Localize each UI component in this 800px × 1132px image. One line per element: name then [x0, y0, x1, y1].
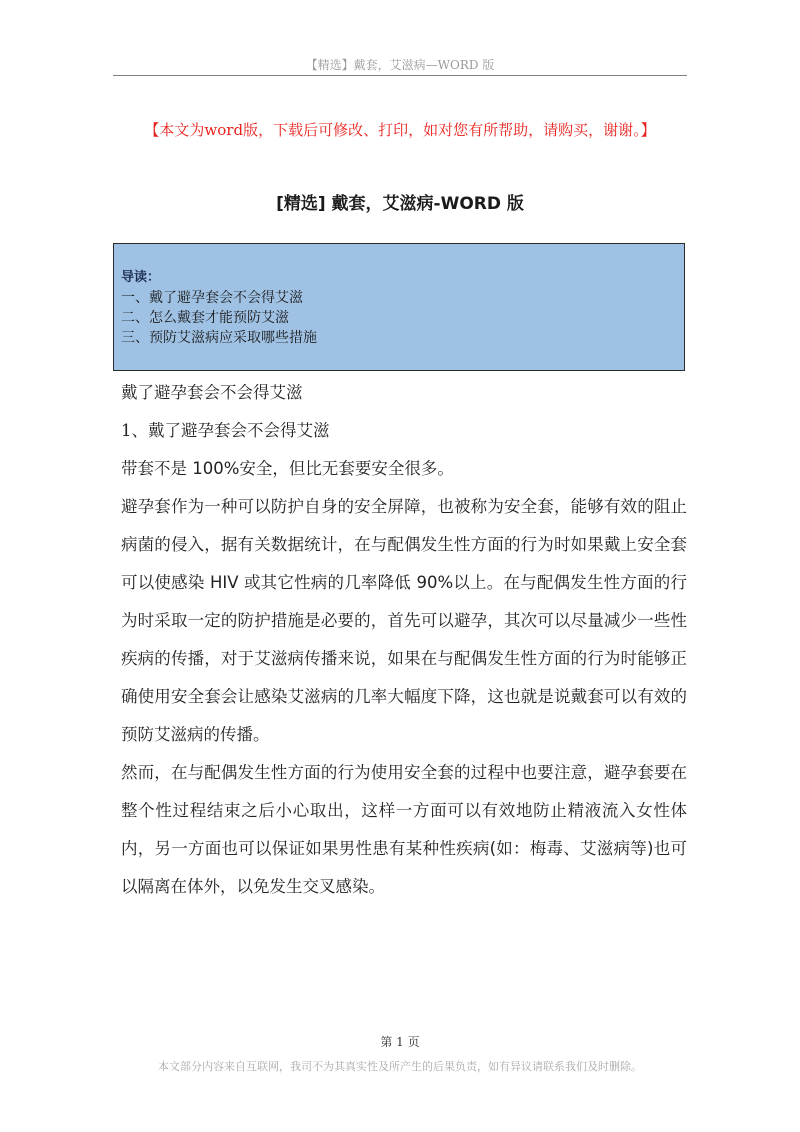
- subsection-heading: 1、戴了避孕套会不会得艾滋: [121, 421, 330, 440]
- disclaimer-footer: 本文部分内容来自互联网，我司不为其真实性及所产生的后果负责，如有异议请联系我们及时删除。: [158, 1060, 642, 1073]
- page-number: 第 1 页: [380, 1035, 420, 1049]
- body-paragraph: 避孕套作为一种可以防护自身的安全屏障，也被称为安全套，能够有效的阻止病菌的侵入，据有关数据统计，在与配偶发生性方面的行为时如果戴上安全套可以使感染 HIV 或其它性病的几率降低 90%以上。在与配偶发生性方面的行为时采取一定的防护措施是必要的，首先可以避孕，其次可以尽量减少一些性疾病的传播，对于艾滋病传播来说，如果在与配偶发生性方面的行为时能够正确使用安全套会让感染艾滋病的几率大幅度下降，这也就是说戴套可以有效的预防艾滋病的传播。: [121, 497, 687, 744]
- guide-label: 导读：: [121, 270, 161, 285]
- guide-item: 二、怎么戴套才能预防艾滋: [121, 310, 289, 326]
- download-notice: 【本文为word版，下载后可修改、打印，如对您有所帮助，请购买，谢谢。】: [144, 121, 656, 139]
- header-divider: [113, 75, 687, 76]
- document-body: [121, 374, 687, 906]
- body-paragraph: 然而，在与配偶发生性方面的行为使用安全套的过程中也要注意，避孕套要在整个性过程结束之后小心取出，这样一方面可以有效地防止精液流入女性体内，另一方面也可以保证如果男性患有某种性疾病(如：梅毒、艾滋病等)也可以隔离在体外，以免发生交叉感染。: [121, 763, 687, 896]
- guide-box: [113, 243, 685, 371]
- section-heading: 戴了避孕套会不会得艾滋: [121, 383, 303, 402]
- document-title: [精选] 戴套，艾滋病-WORD 版: [276, 194, 524, 214]
- guide-item: 三、预防艾滋病应采取哪些措施: [121, 330, 317, 346]
- body-paragraph: 带套不是 100%安全，但比无套要安全很多。: [121, 459, 454, 478]
- running-header: 【精选】戴套，艾滋病—WORD 版: [305, 58, 495, 72]
- guide-item: 一、戴了避孕套会不会得艾滋: [121, 290, 303, 306]
